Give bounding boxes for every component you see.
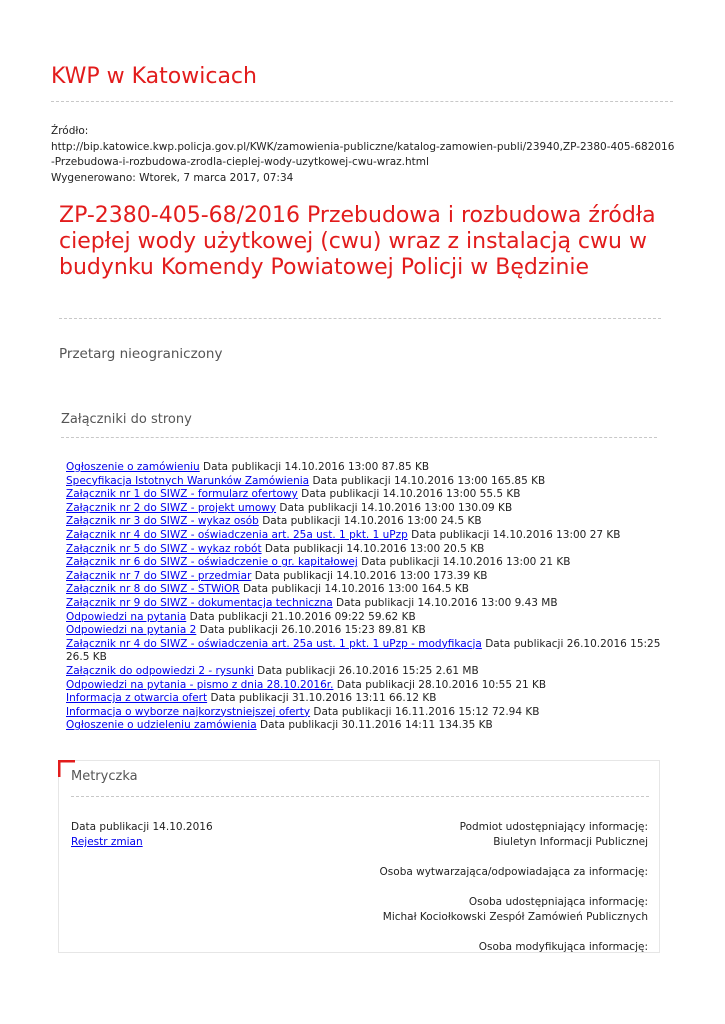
title-divider (59, 318, 661, 319)
attachment-info: Data publikacji 26.10.2016 15:25 2.61 MB (257, 664, 479, 677)
page-subtitle: Przetarg nieograniczony (59, 346, 223, 362)
attachment-item (66, 706, 661, 720)
modifier-label: Osoba modyfikująca informację: (478, 941, 648, 953)
metryczka-title: Metryczka (71, 769, 138, 784)
attachment-link[interactable]: Załącznik nr 4 do SIWZ - oświadczenia art. 25a ust. 1 pkt. 1 uPzp (66, 528, 408, 541)
attachment-info: Data publikacji 26.10.2016 15:25 26.5 KB (66, 637, 661, 664)
attachment-info: Data publikacji 14.10.2016 13:00 55.5 KB (301, 488, 521, 501)
attachment-item (66, 638, 661, 665)
attachment-link[interactable]: Odpowiedzi na pytania (66, 610, 187, 623)
attachment-item (66, 719, 661, 733)
creator-label: Osoba wytwarzająca/odpowiadająca za informację: (379, 866, 648, 878)
source-label: Źródło: (51, 125, 89, 137)
attachment-link[interactable]: Informacja o wyborze najkorzystniejszej oferty (66, 705, 311, 718)
attachment-info: Data publikacji 14.10.2016 13:00 9.43 MB (336, 596, 558, 609)
attachment-link[interactable]: Załącznik nr 8 do SIWZ - STWiOR (66, 583, 240, 596)
attachment-link[interactable]: Ogłoszenie o udzieleniu zamówienia (66, 719, 257, 732)
creator-group (328, 865, 648, 880)
provider-group (328, 820, 648, 850)
attachment-info: Data publikacji 14.10.2016 13:00 165.85 KB (312, 474, 546, 487)
attachment-info: Data publikacji 14.10.2016 13:00 173.39 KB (254, 569, 488, 582)
metryczka-right (328, 820, 648, 970)
attachment-item (66, 583, 661, 597)
site-title: KWP w Katowicach (51, 64, 257, 89)
attachment-info: Data publikacji 14.10.2016 13:00 24.5 KB (262, 515, 482, 528)
metryczka-divider (71, 796, 649, 797)
attachment-item (66, 515, 661, 529)
metryczka-left (71, 820, 213, 850)
attachment-item (66, 543, 661, 557)
attachment-link[interactable]: Odpowiedzi na pytania - pismo z dnia 28.10.2016r. (66, 678, 334, 691)
attachment-info: Data publikacji 31.10.2016 13:11 66.12 KB (210, 692, 437, 705)
attachment-link[interactable]: Informacja z otwarcia ofert (66, 692, 208, 705)
attachment-item (66, 570, 661, 584)
attachment-link[interactable]: Załącznik nr 3 do SIWZ - wykaz osób (66, 515, 259, 528)
provider-value: Biuletyn Informacji Publicznej (493, 836, 648, 848)
source-url-line-2: -Przebudowa-i-rozbudowa-zrodla-cieplej-wody-uzytkowej-cwu-wraz.html (51, 156, 429, 168)
source-info (51, 124, 681, 186)
attachment-item (66, 679, 661, 693)
attachment-link[interactable]: Załącznik nr 7 do SIWZ - przedmiar (66, 569, 252, 582)
attachment-info: Data publikacji 26.10.2016 15:23 89.81 KB (199, 624, 426, 637)
modifier-group (328, 940, 648, 955)
attachment-link[interactable]: Odpowiedzi na pytania 2 (66, 624, 197, 637)
attachment-item (66, 692, 661, 706)
attachment-item (66, 502, 661, 516)
attachment-info: Data publikacji 30.11.2016 14:11 134.35 KB (259, 719, 493, 732)
source-url-line-1: http://bip.katowice.kwp.policja.gov.pl/KWK/zamowienia-publiczne/katalog-zamowien-publi/23940,ZP-2380-405-682016 (51, 140, 675, 153)
provider-label: Podmiot udostępniający informację: (459, 821, 648, 833)
attachment-info: Data publikacji 14.10.2016 13:00 164.5 KB (242, 583, 469, 596)
publication-date: Data publikacji 14.10.2016 (71, 821, 213, 833)
publisher-value: Michał Kociołkowski Zespół Zamówień Publicznych (382, 911, 648, 923)
publisher-label: Osoba udostępniająca informację: (468, 896, 648, 908)
attachment-item (66, 488, 661, 502)
header-divider (51, 101, 673, 102)
attachment-info: Data publikacji 28.10.2016 10:55 21 KB (336, 678, 547, 691)
attachment-link[interactable]: Załącznik nr 6 do SIWZ - oświadczenie o gr. kapitałowej (66, 556, 358, 569)
attachment-link[interactable]: Załącznik nr 9 do SIWZ - dokumentacja techniczna (66, 596, 333, 609)
attachment-link[interactable]: Załącznik nr 2 do SIWZ - projekt umowy (66, 501, 277, 514)
attachment-item (66, 475, 661, 489)
attachment-item (66, 665, 661, 679)
attachment-info: Data publikacji 16.11.2016 15:12 72.94 KB (313, 705, 540, 718)
attachment-info: Data publikacji 14.10.2016 13:00 20.5 KB (264, 542, 485, 555)
attachment-info: Data publikacji 14.10.2016 13:00 27 KB (411, 528, 621, 541)
attachment-info: Data publikacji 14.10.2016 13:00 130.09 KB (279, 501, 513, 514)
attachment-item (66, 556, 661, 570)
attachment-item (66, 611, 661, 625)
attachments-divider (61, 437, 657, 438)
generated-date: Wygenerowano: Wtorek, 7 marca 2017, 07:34 (51, 171, 294, 184)
attachment-item (66, 624, 661, 638)
attachment-item (66, 461, 661, 475)
attachment-link[interactable]: Załącznik nr 4 do SIWZ - oświadczenia art. 25a ust. 1 pkt. 1 uPzp - modyfikacja (66, 637, 482, 650)
attachment-item (66, 529, 661, 543)
page-title: ZP-2380-405-68/2016 Przebudowa i rozbudowa źródła ciepłej wody użytkowej (cwu) wraz z instalacją cwu w budynku Komendy Powiatowej Policji w Będzinie (59, 203, 656, 280)
attachment-link[interactable]: Ogłoszenie o zamówieniu (66, 461, 200, 473)
attachments-heading: Załączniki do strony (61, 412, 192, 427)
attachment-link[interactable]: Załącznik nr 5 do SIWZ - wykaz robót (66, 542, 262, 555)
attachments-list (66, 461, 661, 733)
publisher-group (328, 895, 648, 925)
attachment-info: Data publikacji 21.10.2016 09:22 59.62 KB (189, 610, 416, 623)
attachment-info: Data publikacji 14.10.2016 13:00 21 KB (361, 556, 571, 569)
changes-register-link[interactable]: Rejestr zmian (71, 836, 143, 848)
attachment-info: Data publikacji 14.10.2016 13:00 87.85 KB (203, 461, 430, 473)
attachment-item (66, 597, 661, 611)
attachment-link[interactable]: Załącznik do odpowiedzi 2 - rysunki (66, 664, 254, 677)
attachment-link[interactable]: Specyfikacja Istotnych Warunków Zamówienia (66, 474, 310, 487)
attachment-link[interactable]: Załącznik nr 1 do SIWZ - formularz ofertowy (66, 488, 298, 501)
